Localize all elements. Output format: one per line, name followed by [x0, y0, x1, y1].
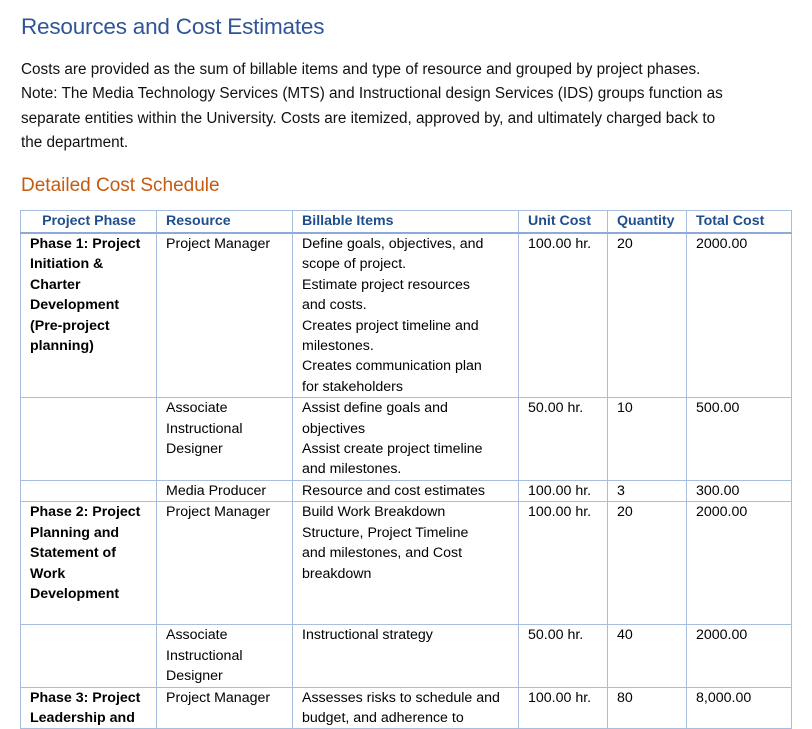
cell-resource-line: Instructional [166, 420, 243, 437]
cell-project-phase [21, 625, 157, 687]
cell-billable-items-line: Structure, Project Timeline [302, 524, 469, 541]
cell-unit-cost: 100.00 hr. [519, 687, 608, 729]
cell-resource [157, 480, 293, 501]
cell-billable-items-line: and costs. [302, 297, 367, 314]
cell-billable-items-line: and milestones. [302, 461, 402, 478]
cell-project-phase-line: Leadership and [30, 709, 135, 726]
cell-project-phase-line: Development [30, 297, 120, 314]
cell-project-phase-line: Statement of [30, 545, 116, 562]
cell-billable-items [293, 233, 519, 398]
cell-resource-line: Designer [166, 441, 223, 458]
table-row [21, 233, 792, 398]
cell-total-cost: 500.00 [687, 398, 792, 481]
cell-billable-items-line: scope of project. [302, 256, 407, 273]
table-row [21, 398, 792, 481]
header-total-cost: Total Cost [687, 211, 792, 234]
intro-line: separate entities within the University. Costs are itemized, approved by, and ultimately charged back to [21, 109, 716, 127]
cell-resource [157, 625, 293, 687]
header-quantity: Quantity [608, 211, 687, 234]
cell-billable-items [293, 687, 519, 729]
cell-project-phase [21, 480, 157, 501]
cell-project-phase [21, 687, 157, 729]
cell-billable-items [293, 625, 519, 687]
cell-project-phase-line: Phase 1: Project [30, 236, 141, 252]
cell-project-phase-line: Phase 3: Project [30, 689, 141, 706]
cell-project-phase-line: Phase 2: Project [30, 504, 141, 521]
cell-quantity: 20 [608, 502, 687, 625]
section-heading: Detailed Cost Schedule [21, 175, 220, 196]
cell-project-phase-line: Initiation & [30, 256, 104, 273]
cell-billable-items [293, 398, 519, 481]
cell-billable-items-line: objectives [302, 420, 366, 437]
table-header-row [21, 211, 792, 234]
cell-billable-items-line: Assist create project timeline [302, 441, 483, 458]
cell-resource-line: Media Producer [166, 482, 267, 499]
cell-resource [157, 233, 293, 398]
cell-billable-items-line: for stakeholders [302, 378, 403, 395]
cell-total-cost: 2000.00 [687, 625, 792, 687]
cell-quantity: 80 [608, 687, 687, 729]
cell-billable-items-line: milestones. [302, 338, 374, 355]
intro-line: the department. [21, 133, 129, 151]
cell-billable-items-line: Assist define goals and [302, 400, 448, 417]
cell-billable-items-line: Creates project timeline and [302, 317, 479, 334]
cell-total-cost: 2000.00 [687, 502, 792, 625]
cell-resource-line: Associate [166, 627, 228, 644]
cell-project-phase-line: planning) [30, 338, 94, 355]
table-row [21, 502, 792, 625]
cell-billable-items [293, 502, 519, 625]
cell-quantity: 20 [608, 233, 687, 398]
cell-billable-items-line: budget, and adherence to [302, 709, 464, 726]
cell-billable-items-line: Build Work Breakdown [302, 504, 446, 521]
cell-project-phase-line: Work [30, 565, 66, 582]
cell-project-phase [21, 233, 157, 398]
cell-resource-line: Instructional [166, 647, 243, 664]
cell-resource-line: Project Manager [166, 504, 271, 521]
cell-quantity: 10 [608, 398, 687, 481]
cell-resource-line: Designer [166, 668, 223, 685]
cell-quantity: 40 [608, 625, 687, 687]
header-resource: Resource [157, 211, 293, 234]
cell-project-phase-line: (Pre-project [30, 317, 110, 334]
intro-line: Costs are provided as the sum of billable items and type of resource and grouped by project phases. [21, 61, 701, 78]
cell-unit-cost: 100.00 hr. [519, 233, 608, 398]
cell-billable-items-line: and milestones, and Cost [302, 545, 463, 562]
cell-unit-cost: 50.00 hr. [519, 398, 608, 481]
cell-quantity: 3 [608, 480, 687, 501]
cell-billable-items-line: Define goals, objectives, and [302, 236, 484, 252]
cell-resource [157, 502, 293, 625]
table-row [21, 480, 792, 501]
cell-total-cost: 2000.00 [687, 233, 792, 398]
table-row [21, 625, 792, 687]
intro-line: Note: The Media Technology Services (MTS) and Instructional design Services (IDS) groups function as [21, 85, 723, 103]
intro-paragraph [21, 58, 811, 155]
cell-unit-cost: 50.00 hr. [519, 625, 608, 687]
header-unit-cost: Unit Cost [519, 211, 608, 234]
cell-project-phase-line: Planning and [30, 524, 120, 541]
cell-unit-cost: 100.00 hr. [519, 502, 608, 625]
cell-total-cost: 8,000.00 [687, 687, 792, 729]
cost-schedule-table [20, 210, 792, 729]
cell-project-phase [21, 398, 157, 481]
cell-billable-items-line: breakdown [302, 565, 372, 582]
cell-resource [157, 398, 293, 481]
cell-resource-line: Project Manager [166, 689, 271, 706]
document-title: Resources and Cost Estimates [21, 14, 325, 39]
cell-project-phase-line: Development [30, 585, 120, 602]
cell-unit-cost: 100.00 hr. [519, 480, 608, 501]
table-row [21, 687, 792, 729]
cell-total-cost: 300.00 [687, 480, 792, 501]
cell-billable-items-line: Instructional strategy [302, 627, 433, 644]
cell-billable-items-line: Resource and cost estimates [302, 482, 485, 499]
cell-resource [157, 687, 293, 729]
cell-resource-line: Project Manager [166, 236, 271, 252]
cell-billable-items-line: Estimate project resources [302, 276, 470, 293]
header-billable-items: Billable Items [293, 211, 519, 234]
cell-billable-items [293, 480, 519, 501]
cell-project-phase [21, 502, 157, 625]
cell-billable-items-line: Creates communication plan [302, 358, 482, 375]
cell-billable-items-line: Assesses risks to schedule and [302, 689, 500, 706]
cell-resource-line: Associate [166, 400, 228, 417]
cell-project-phase-line: Charter [30, 276, 81, 293]
header-project-phase: Project Phase [21, 211, 157, 234]
